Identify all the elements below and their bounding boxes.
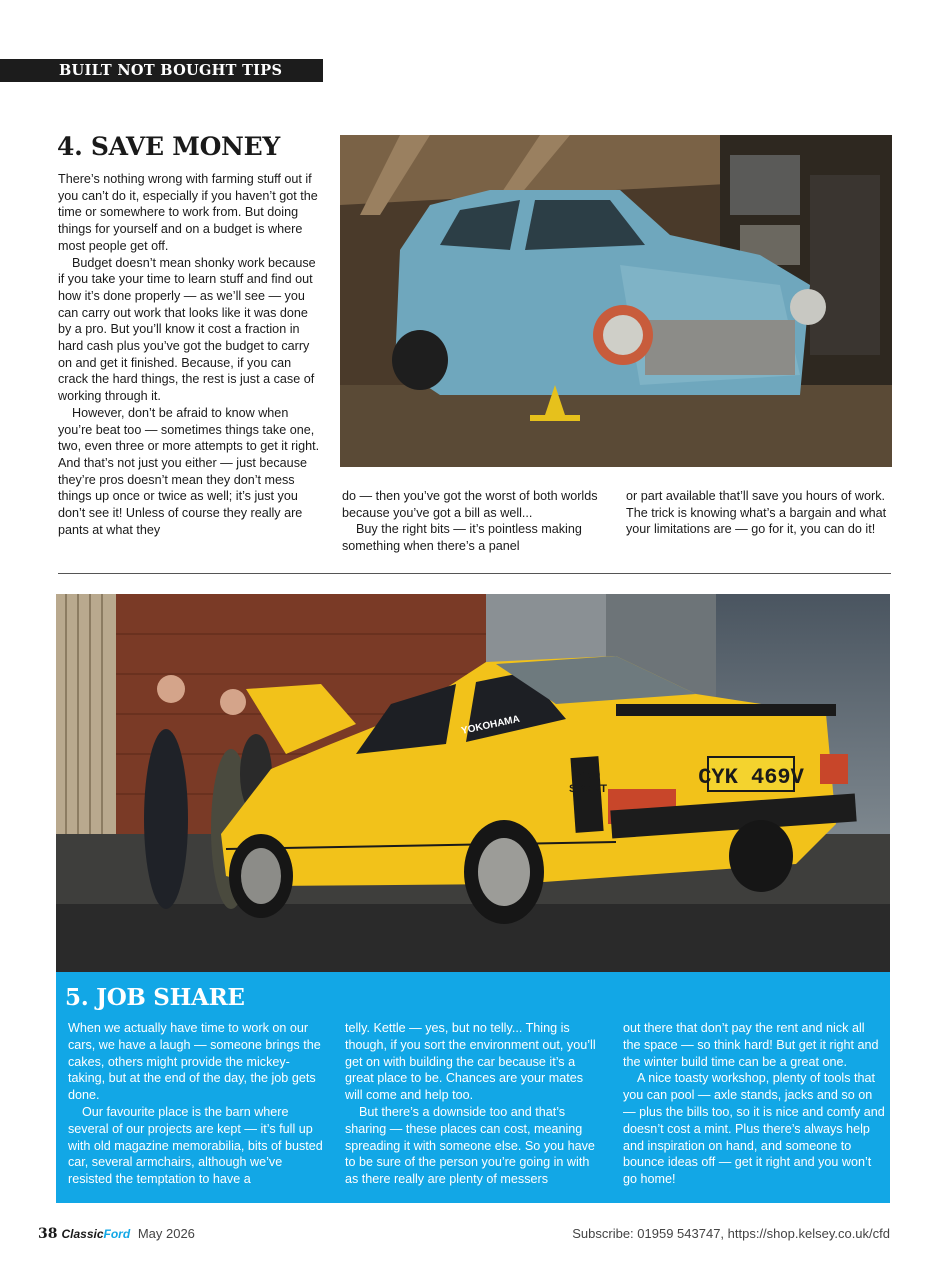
paragraph: A nice toasty workshop, plenty of tools that you can pool — axle stands, jacks and so on — plus the bills too, so it is nice and comfy and doesn’t cost a mint. Plus there’s always help and inspiration on hand, and someone to bounce ideas off — get it right and you won’t go home! <box>623 1071 885 1187</box>
badge-2100: 2100 <box>575 769 601 781</box>
tip5-panel <box>56 972 890 1203</box>
tip4-column-1 <box>58 171 320 538</box>
number-plate: CYK 469V <box>698 765 804 790</box>
tip5-column-3 <box>623 1020 885 1188</box>
tip5-heading: 5. JOB SHARE <box>65 984 245 1011</box>
paragraph: However, don’t be afraid to know when you’re beat too — sometimes things take one, two, even three or more attempts to get it right. And that’s not just you either — just because they’re pros doesn’t mean they don’t mess things up once or twice as well; it’s just you don’t see it! Unless of course they really are pants at what they <box>58 405 320 537</box>
yokohama-sticker: YOKOHAMA <box>460 713 521 737</box>
escort-barn-photo <box>56 594 890 972</box>
paragraph: There’s nothing wrong with farming stuff out if you can’t do it, especially if you haven’t got the time or somewhere to work from. But doing things for yourself and on a budget is where most people get off. <box>58 172 318 253</box>
section-tag <box>0 59 323 82</box>
paragraph: out there that don’t pay the rent and nick all the space — so think hard! But get it right and the winter build time can be a great one. <box>623 1021 879 1069</box>
page-number: 38 <box>38 1226 58 1242</box>
badge-sport: SPORT <box>569 783 607 795</box>
tip4-column-3 <box>626 488 892 538</box>
tip5-column-2 <box>345 1020 603 1188</box>
paragraph: Buy the right bits — it’s pointless making something when there’s a panel <box>342 522 582 554</box>
paragraph: telly. Kettle — yes, but no telly... Thing is though, if you sort the environment out, you’ll get on with building the car because it’s a great place to be. Chances are your mates will come and help too. <box>345 1021 596 1103</box>
paragraph: or part available that’ll save you hours of work. The trick is knowing what’s a bargain and what your limitations are — go for it, you can do it! <box>626 489 887 537</box>
section-divider <box>58 573 891 574</box>
paragraph: But there’s a downside too and that’s sharing — these places can cost, meaning spreading it with someone else. So you have to be sure of the person you’re going in with as there really are plenty of messers <box>345 1104 595 1187</box>
paragraph: Our favourite place is the barn where several of our projects are kept — it’s full up with old magazine memorabilia, bits of busted car, several armchairs, although we’ve resisted the temptation to have a <box>68 1104 323 1187</box>
issue-date: May 2026 <box>137 1226 195 1241</box>
tip4-column-2 <box>342 488 608 555</box>
brand-logo-classic: Classic <box>61 1227 104 1241</box>
paragraph: Budget doesn’t mean shonky work because if you take your time to learn stuff and find out how it’s done properly — as we’ll see — you can carry out work that looks like it was done by a pro. But you’ll know it cost a fraction in hard cash plus you’ve got the budget to carry on and get it finished. Because, if you can crack the hard things, the rest is just a case of working through it. <box>58 255 316 404</box>
workshop-cortina-photo <box>340 135 892 467</box>
tip4-heading: 4. SAVE MONEY <box>57 132 280 161</box>
tip5-column-1 <box>68 1020 326 1188</box>
paragraph: do — then you’ve got the worst of both worlds because you’ve got a bill as well... <box>342 489 598 520</box>
paragraph: When we actually have time to work on our cars, we have a laugh — someone brings the cakes, others might provide the mickey-taking, but at the end of the day, the job gets done. <box>68 1021 321 1103</box>
brand-logo-ford: Ford <box>103 1227 131 1241</box>
section-tag-label: BUILT NOT BOUGHT TIPS <box>59 62 283 79</box>
subscribe-info: Subscribe: 01959 543747, https://shop.kelsey.co.uk/cfd <box>572 1226 890 1241</box>
page-footer-left <box>38 1226 195 1242</box>
